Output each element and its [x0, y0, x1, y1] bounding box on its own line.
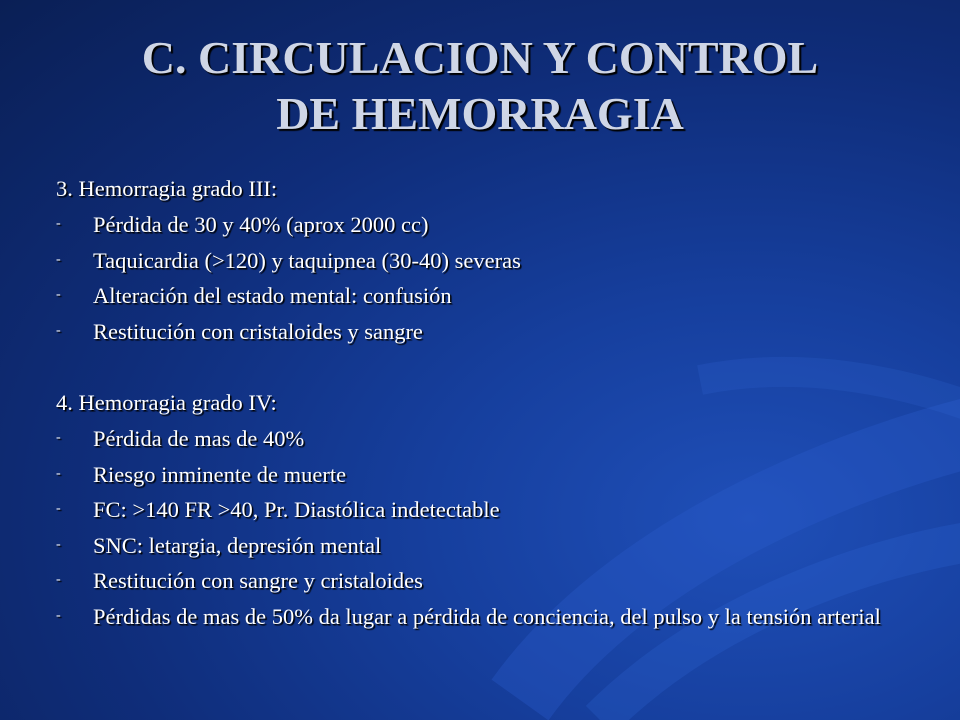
list-item-text: Restitución con cristaloides y sangre	[93, 318, 423, 344]
list-item-text: SNC: letargia, depresión mental	[93, 532, 382, 558]
list-item	[56, 600, 916, 636]
list-item	[56, 458, 916, 494]
list-item-text: FC: >140 FR >40, Pr. Diastólica indetectable	[93, 497, 500, 522]
list-item-text: Taquicardia (>120) y taquipnea (30-40) severas	[93, 247, 521, 273]
bullet-dash: -	[56, 501, 61, 516]
bullet-dash: -	[56, 572, 61, 587]
list-item	[56, 208, 916, 244]
section-heading-grade-3: 3. Hemorragia grado III:	[56, 176, 278, 201]
slide-body	[56, 172, 916, 635]
bullet-list-grade-3	[56, 208, 916, 350]
section-spacer	[56, 350, 916, 386]
list-item	[56, 279, 916, 315]
list-item	[56, 529, 916, 565]
bullet-dash: -	[56, 287, 61, 302]
list-item-text: Alteración del estado mental: confusión	[93, 283, 452, 308]
list-item-text: Pérdida de mas de 40%	[93, 426, 305, 451]
bullet-dash: -	[56, 430, 61, 445]
list-item	[56, 564, 916, 600]
list-item	[56, 422, 916, 458]
list-item-text: Riesgo inminente de muerte	[93, 461, 347, 487]
list-item	[56, 493, 916, 529]
bullet-dash: -	[56, 536, 61, 552]
list-item	[56, 244, 916, 280]
bullet-list-grade-4	[56, 422, 916, 635]
bullet-dash: -	[56, 322, 61, 338]
list-item	[56, 315, 916, 351]
slide-title-line-1: C. CIRCULACION Y CONTROL	[141, 32, 819, 83]
section-heading-grade-4: 4. Hemorragia grado IV:	[56, 390, 277, 415]
list-item-text: Restitución con sangre y cristaloides	[93, 568, 423, 593]
list-item-text: Pérdida de 30 y 40% (aprox 2000 cc)	[93, 212, 429, 237]
slide-title-line-2: DE HEMORRAGIA	[276, 88, 684, 139]
slide-title	[40, 30, 920, 142]
bullet-dash: -	[56, 607, 61, 623]
bullet-dash: -	[56, 216, 61, 231]
bullet-dash: -	[56, 465, 61, 481]
list-item-text: Pérdidas de mas de 50% da lugar a pérdida de conciencia, del pulso y la tensión arterial	[93, 603, 881, 629]
bullet-dash: -	[56, 251, 61, 267]
